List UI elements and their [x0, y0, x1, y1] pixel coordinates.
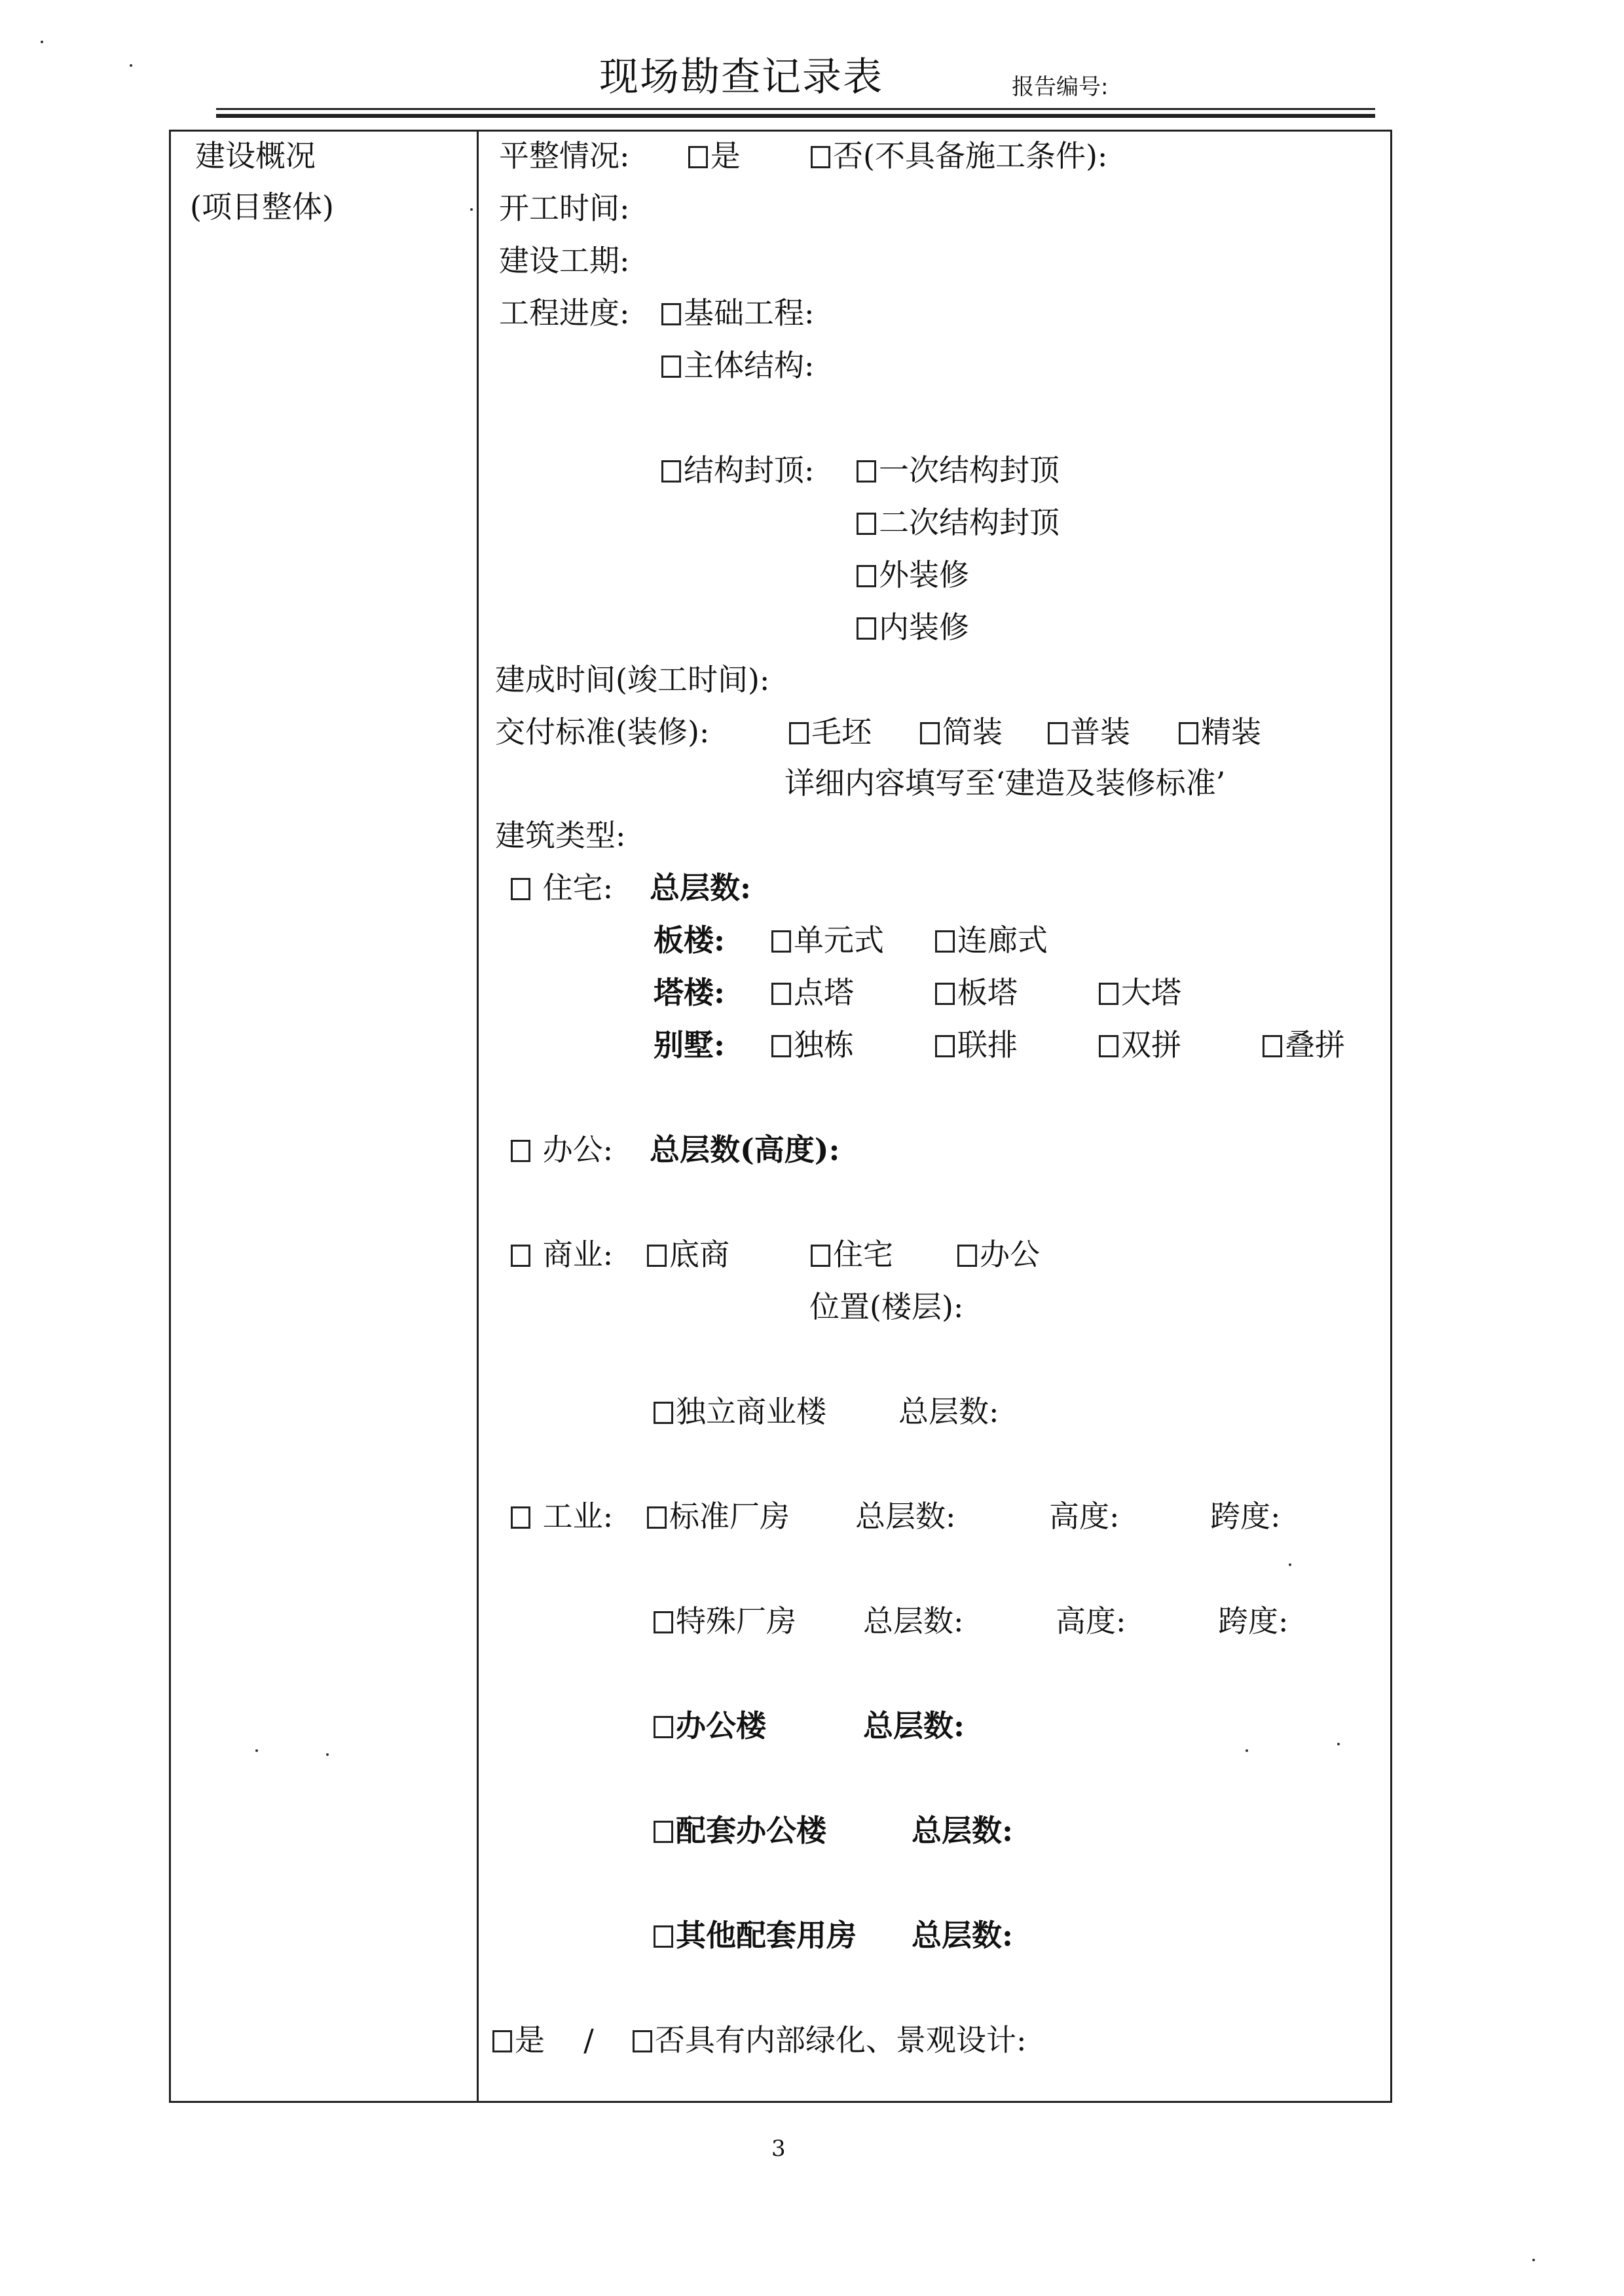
delivery-option-1-checkbox[interactable] [789, 722, 809, 744]
start-time-label: 开工时间: [499, 191, 630, 226]
tower-option-2 [935, 974, 1018, 1011]
topping-option-3-checkbox[interactable] [857, 565, 876, 587]
tower-option-3-checkbox[interactable] [1099, 983, 1118, 1005]
commercial-option-3-checkbox[interactable] [957, 1245, 977, 1267]
topping-option-2-label: 二次结构封顶 [879, 505, 1060, 540]
industrial-item [511, 1498, 613, 1535]
flatness-label: 平整情况: [499, 138, 630, 173]
report-number-label: 报告编号: [1012, 74, 1109, 100]
tower-option-2-checkbox[interactable] [935, 983, 955, 1005]
tower-option-1-checkbox[interactable] [771, 983, 791, 1005]
delivery-option-3 [1048, 714, 1130, 750]
progress-topping-item [661, 452, 815, 488]
residential-checkbox[interactable] [511, 878, 530, 900]
standalone-floors-label: 总层数: [898, 1394, 999, 1429]
progress-main-structure-checkbox[interactable] [661, 355, 681, 378]
topping-option-4 [857, 609, 969, 646]
commercial-option-1 [647, 1236, 729, 1273]
topping-option-1-label: 一次结构封顶 [879, 452, 1060, 488]
office-building-floors-label: 总层数: [863, 1708, 965, 1743]
special-factory-item [654, 1603, 796, 1639]
progress-foundation-item [661, 295, 815, 331]
progress-main-structure-item [661, 347, 815, 384]
office-building-item [654, 1707, 766, 1744]
standalone-commercial-item [654, 1393, 826, 1430]
standalone-commercial-checkbox[interactable] [654, 1402, 673, 1424]
office-building-label: 办公楼 [676, 1708, 766, 1743]
standard-factory-span-label: 跨度: [1210, 1499, 1281, 1534]
other-support-label: 其他配套用房 [676, 1918, 857, 1953]
commercial-item [511, 1236, 613, 1273]
tower-option-2-label: 板塔 [957, 975, 1018, 1010]
office-building-checkbox[interactable] [654, 1716, 673, 1738]
scan-speck [1532, 2259, 1535, 2261]
special-factory-span-label: 跨度: [1218, 1603, 1289, 1639]
delivery-option-4-checkbox[interactable] [1179, 722, 1198, 744]
industrial-label: 工业: [542, 1499, 614, 1534]
residential-item [511, 869, 613, 906]
residential-label: 住宅: [542, 870, 614, 905]
page-number: 3 [771, 2136, 786, 2162]
standard-factory-floors-label: 总层数: [855, 1499, 956, 1534]
tower-option-3 [1099, 974, 1181, 1011]
flatness-no-label: 否(不具备施工条件): [833, 138, 1108, 173]
commercial-option-3-label: 办公 [980, 1237, 1040, 1272]
flatness-yes-checkbox[interactable] [688, 146, 708, 168]
delivery-note: 详细内容填写至‘建造及装修标准’ [784, 765, 1226, 801]
other-support-item [654, 1917, 857, 1954]
scan-speck [255, 1749, 258, 1752]
delivery-option-4-label: 精装 [1201, 714, 1261, 750]
special-factory-label: 特殊厂房 [676, 1603, 796, 1639]
tower-option-1-label: 点塔 [794, 975, 854, 1010]
delivery-option-2 [920, 714, 1003, 750]
topping-option-4-label: 内装修 [879, 610, 969, 645]
scan-speck [1289, 1563, 1291, 1566]
special-factory-height-label: 高度: [1056, 1603, 1126, 1639]
scan-speck [1337, 1743, 1340, 1745]
slab-option-1-checkbox[interactable] [771, 930, 791, 953]
villa-option-1-label: 独栋 [794, 1027, 854, 1063]
greening-yes-checkbox[interactable] [492, 2030, 512, 2052]
delivery-option-2-checkbox[interactable] [920, 722, 940, 744]
progress-label: 工程进度: [499, 295, 630, 331]
construction-duration-label: 建设工期: [499, 243, 630, 278]
topping-option-4-checkbox[interactable] [857, 617, 876, 640]
topping-option-1-checkbox[interactable] [857, 460, 876, 483]
scan-speck [1246, 1749, 1248, 1752]
villa-option-2-checkbox[interactable] [935, 1035, 955, 1057]
slab-option-1 [771, 922, 884, 958]
support-office-label: 配套办公楼 [676, 1813, 826, 1848]
delivery-option-3-label: 普装 [1070, 714, 1130, 750]
commercial-position-label: 位置(楼层): [809, 1289, 964, 1324]
office-checkbox[interactable] [511, 1140, 530, 1162]
greening-question-label: 否具有内部绿化、景观设计: [655, 2022, 1027, 2058]
commercial-option-3 [957, 1236, 1040, 1273]
header-rule-thin [216, 108, 1375, 110]
flatness-yes-label: 是 [710, 138, 741, 173]
topping-option-2 [857, 504, 1060, 541]
standard-factory-item [647, 1498, 790, 1535]
villa-label: 别墅: [654, 1027, 725, 1063]
commercial-option-1-checkbox[interactable] [647, 1245, 667, 1267]
industrial-checkbox[interactable] [511, 1506, 530, 1529]
delivery-option-3-checkbox[interactable] [1048, 722, 1067, 744]
commercial-option-2-checkbox[interactable] [811, 1245, 830, 1267]
commercial-option-1-label: 底商 [669, 1237, 729, 1272]
villa-option-2-label: 联排 [957, 1027, 1018, 1063]
other-support-checkbox[interactable] [654, 1925, 673, 1948]
villa-option-3-label: 双拼 [1121, 1027, 1181, 1063]
scan-speck [41, 41, 43, 43]
commercial-option-2-label: 住宅 [833, 1237, 893, 1272]
commercial-option-2 [811, 1236, 893, 1273]
delivery-option-1 [789, 714, 872, 750]
header-rule-thick [216, 114, 1375, 118]
villa-option-4 [1263, 1027, 1345, 1063]
support-office-item [654, 1812, 826, 1849]
delivery-option-2-label: 简装 [942, 714, 1003, 750]
standard-factory-label: 标准厂房 [669, 1499, 790, 1534]
office-item [511, 1131, 613, 1168]
greening-no-checkbox[interactable] [633, 2030, 652, 2052]
villa-option-4-checkbox[interactable] [1263, 1035, 1282, 1057]
villa-option-1-checkbox[interactable] [771, 1035, 791, 1057]
tower-option-3-label: 大塔 [1121, 975, 1181, 1010]
commercial-label: 商业: [542, 1237, 614, 1272]
table-column-divider [477, 130, 479, 2103]
topping-option-3 [857, 556, 969, 593]
completion-time-label: 建成时间(竣工时间): [495, 662, 770, 697]
progress-topping-checkbox[interactable] [661, 460, 681, 483]
greening-row [492, 2022, 1027, 2058]
tower-option-1 [771, 974, 854, 1011]
scan-speck [130, 64, 132, 67]
building-type-label: 建筑类型: [495, 818, 626, 853]
flatness-no-checkbox[interactable] [811, 146, 830, 168]
flatness-row [499, 137, 1107, 174]
other-support-floors-label: 总层数: [912, 1918, 1013, 1953]
special-factory-floors-label: 总层数: [863, 1603, 964, 1639]
special-factory-checkbox[interactable] [654, 1611, 673, 1633]
progress-foundation-checkbox[interactable] [661, 303, 681, 325]
topping-option-3-label: 外装修 [879, 557, 969, 592]
villa-option-3 [1099, 1027, 1181, 1063]
section-subtitle: (项目整体) [190, 189, 334, 225]
scan-speck [326, 1753, 329, 1756]
tower-building-label: 塔楼: [654, 975, 725, 1010]
section-title: 建设概况 [195, 138, 316, 173]
progress-foundation-label: 基础工程: [684, 295, 815, 331]
slab-option-2-label: 连廊式 [957, 922, 1048, 958]
delivery-option-4 [1179, 714, 1261, 750]
commercial-checkbox[interactable] [511, 1245, 530, 1267]
support-office-floors-label: 总层数: [912, 1813, 1013, 1848]
greening-yes-label: 是 [515, 2022, 545, 2058]
villa-option-3-checkbox[interactable] [1099, 1035, 1118, 1057]
slab-option-1-label: 单元式 [794, 922, 884, 958]
standard-factory-height-label: 高度: [1049, 1499, 1120, 1534]
page-title: 现场勘查记录表 [599, 54, 883, 100]
delivery-label: 交付标准(装修): [495, 714, 710, 750]
office-label: 办公: [542, 1132, 614, 1167]
office-floors-label: 总层数(高度): [650, 1132, 840, 1167]
standalone-commercial-label: 独立商业楼 [676, 1394, 826, 1429]
greening-slash: / [583, 2022, 594, 2058]
slab-building-label: 板楼: [654, 922, 725, 958]
scan-speck [470, 208, 473, 211]
slab-option-2 [935, 922, 1048, 958]
slab-option-2-checkbox[interactable] [935, 930, 955, 953]
topping-option-1 [857, 452, 1060, 488]
delivery-option-1-label: 毛坯 [811, 714, 872, 750]
residential-floors-label: 总层数: [650, 870, 751, 905]
progress-main-structure-label: 主体结构: [684, 348, 815, 383]
standard-factory-checkbox[interactable] [647, 1506, 667, 1529]
record-table [169, 130, 1392, 2103]
progress-topping-label: 结构封顶: [684, 452, 815, 488]
villa-option-1 [771, 1027, 854, 1063]
topping-option-2-checkbox[interactable] [857, 513, 876, 535]
villa-option-2 [935, 1027, 1018, 1063]
support-office-checkbox[interactable] [654, 1821, 673, 1843]
villa-option-4-label: 叠拼 [1285, 1027, 1345, 1063]
